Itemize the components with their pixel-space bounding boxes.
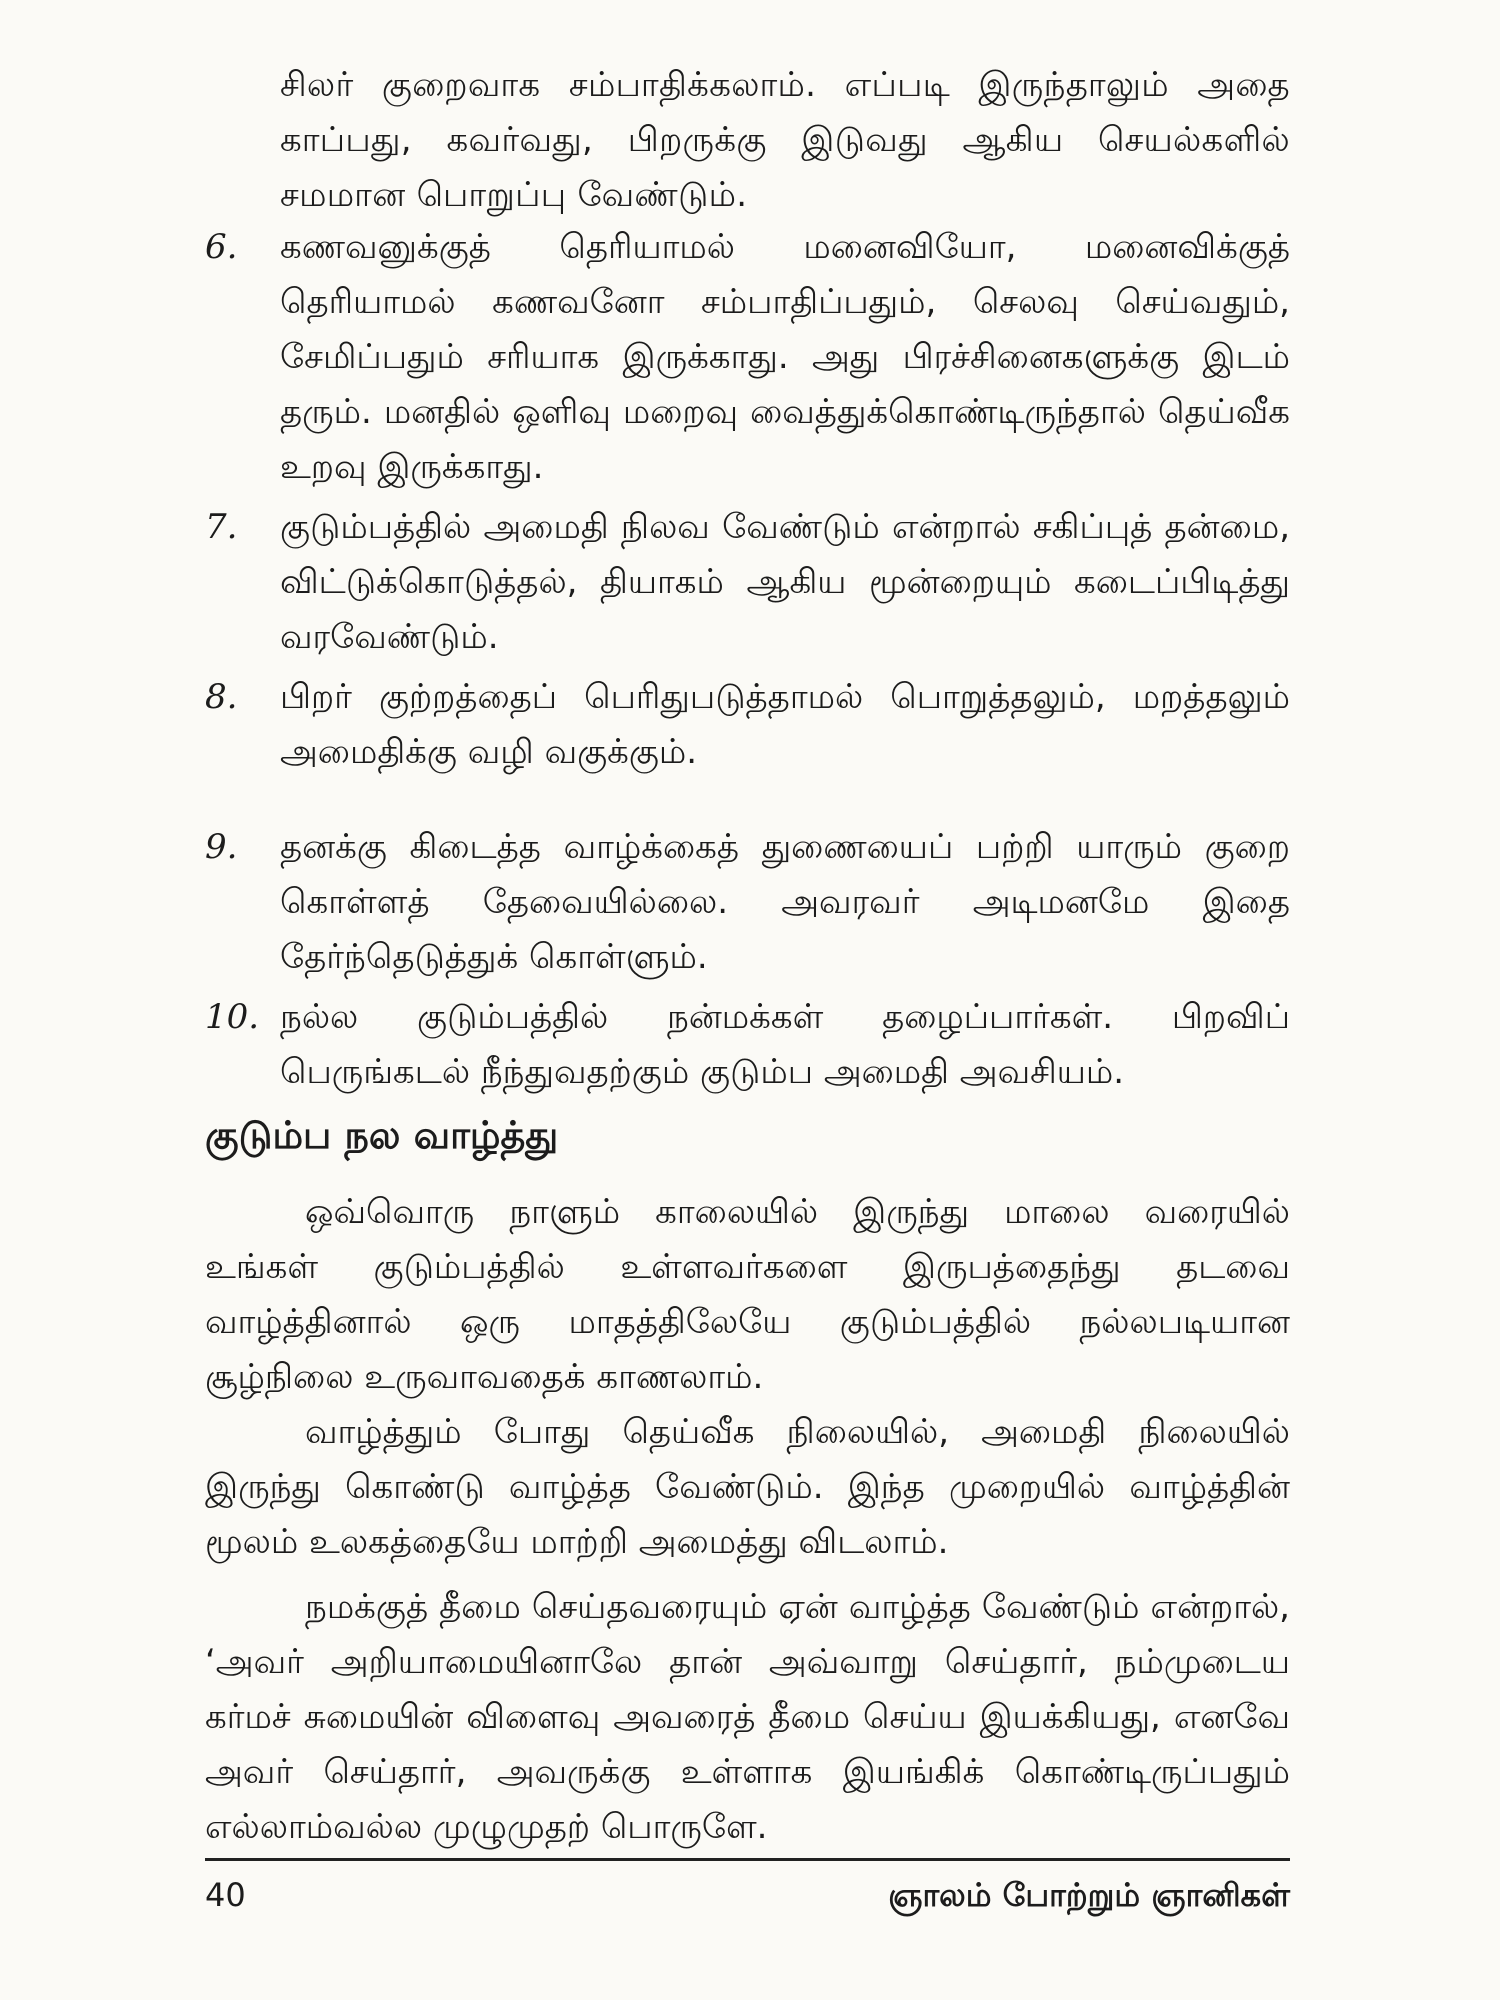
list-item-text: குடும்பத்தில் அமைதி நிலவ வேண்டும் என்றால் சகிப்புத் தன்மை, விட்டுக்கொடுத்தல், தியாகம் ஆகிய மூன்றையும் கடைப்பிடித்து வரவேண்டும்.: [280, 507, 1290, 657]
intro-continuation-text: சிலர் குறைவாக சம்பாதிக்கலாம். எப்படி இருந்தாலும் அதை காப்பது, கவர்வது, பிறருக்கு இடுவது ஆகிய செயல்களில் சமமான பொறுப்பு வேண்டும்.: [280, 65, 1290, 215]
list-item-text: கணவனுக்குத் தெரியாமல் மனைவியோ, மனைவிக்குத் தெரியாமல் கணவனோ சம்பாதிப்பதும், செலவு செய்வதும், சேமிப்பதும் சரியாக இருக்காது. அது பிரச்சினைகளுக்கு இடம் தரும். மனதில் ஒளிவு மறைவு வைத்துக்கொண்டிருந்தால் தெய்வீக உறவு இருக்காது.: [280, 227, 1290, 487]
body-paragraph: ஒவ்வொரு நாளும் காலையில் இருந்து மாலை வரையில் உங்கள் குடும்பத்தில் உள்ளவர்களை இருபத்தைந்து தடவை வாழ்த்தினால் ஒரு மாதத்திலேயே குடும்பத்தில் நல்லபடியான சூழ்நிலை உருவாவதைக் காணலாம்.: [205, 1192, 1290, 1397]
body-paragraph: நமக்குத் தீமை செய்தவரையும் ஏன் வாழ்த்த வேண்டும் என்றால், ‘அவர் அறியாமையினாலே தான் அவ்வாறு செய்தார், நம்முடைய கர்மச் சுமையின் விளைவு அவரைத் தீமை செய்ய இயக்கியது, எனவே அவர் செய்தார், அவருக்கு உள்ளாக இயங்கிக் கொண்டிருப்பதும் எல்லாம்வல்ல முழுமுதற் பொருளே.: [205, 1587, 1290, 1847]
list-item-number: 8.: [205, 677, 238, 717]
running-footer-title: ஞாலம் போற்றும் ஞானிகள்: [888, 1876, 1290, 1914]
footer-divider: [205, 1858, 1290, 1861]
list-item-number: 9.: [205, 827, 238, 867]
section-heading: குடும்ப நல வாழ்த்து: [205, 1113, 559, 1157]
list-item-number: 10.: [205, 997, 260, 1037]
list-item-text: நல்ல குடும்பத்தில் நன்மக்கள் தழைப்பார்கள். பிறவிப் பெருங்கடல் நீந்துவதற்கும் குடும்ப அமைதி அவசியம்.: [280, 997, 1290, 1092]
list-item-number: 7.: [205, 507, 238, 547]
page-number: 40: [205, 1876, 246, 1914]
list-item-text: பிறர் குற்றத்தைப் பெரிதுபடுத்தாமல் பொறுத்தலும், மறத்தலும் அமைதிக்கு வழி வகுக்கும்.: [280, 677, 1290, 772]
list-item-text: தனக்கு கிடைத்த வாழ்க்கைத் துணையைப் பற்றி யாரும் குறை கொள்ளத் தேவையில்லை. அவரவர் அடிமனமே இதை தேர்ந்தெடுத்துக் கொள்ளும்.: [280, 827, 1290, 977]
list-item-number: 6.: [205, 227, 238, 267]
body-paragraph: வாழ்த்தும் போது தெய்வீக நிலையில், அமைதி நிலையில் இருந்து கொண்டு வாழ்த்த வேண்டும். இந்த முறையில் வாழ்த்தின் மூலம் உலகத்தையே மாற்றி அமைத்து விடலாம்.: [205, 1412, 1290, 1562]
